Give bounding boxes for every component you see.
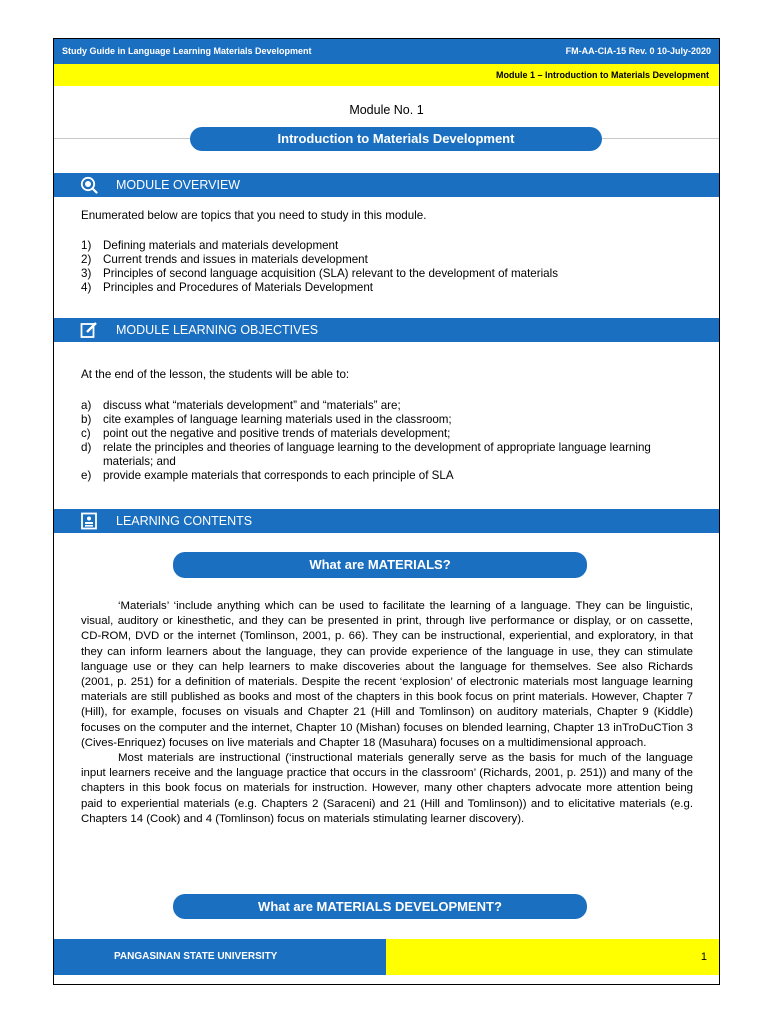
module-label: Module 1 – Introduction to Materials Development (495, 70, 709, 80)
university-name: PANGASINAN STATE UNIVERSITY (114, 951, 278, 962)
document-person-icon (80, 512, 98, 530)
section-title: LEARNING CONTENTS (116, 514, 253, 528)
list-item: 1) Defining materials and materials development (81, 239, 339, 252)
footer-right (386, 939, 719, 975)
objectives-intro: At the end of the lesson, the students will be able to: (81, 368, 350, 381)
paragraph: Most materials are instructional (‘instructional materials generally serve as the basis for much of the language input learners receive and the language practice that occurs in the classroom’ (Richards, 2001, p. 251)) and many of the chapters in this book focus on materials for instruction. However, many other chapters advocate more attention being paid to experiential materials (e.g. Chapters 2 (Saraceni) and 21 (Hill and Tomlinson)) and to elicitative materials (e.g. Chapters 14 (Cook) and 4 (Tomlinson) focus on materials stimulating learner discovery). (81, 752, 693, 825)
footer-left (54, 939, 386, 975)
target-search-icon (80, 176, 98, 194)
paragraph: ‘Materials’ ‘include anything which can be used to facilitate the learning of a language. They can be linguistic, visual, auditory or kinesthetic, and they can be presented in print, through live performance or display, or on cassette, CD-ROM, DVD or the internet (Tomlinson, 2001, p. 66). They can be instructional, experiential, and exploratory, in that they can inform learners about the language, they can provide experience of the language in use, they can stimulate language use or they can help learners to make discoveries about the language for themselves. See also Richards (2001, p. 251) for a definition of materials. Despite the recent ‘explosion’ of electronic materials most language learning materials are still published as books and most of the chapters in this book focus on print materials. However, Chapter 7 (Hill), for example, focuses on visuals and Chapter 21 (Hill and Tomlinson) on auditory materials, Chapter 9 (Kiddle) focuses on the computer and the internet, Chapter 10 (Mishan) focuses on blended learning, Chapter 13 inTroDuCTion 3 (Cives-Enriquez) focuses on live materials and Chapter 18 (Masuhara) focuses on a multidimensional approach. (81, 600, 693, 749)
form-code: FM-AA-CIA-15 Rev. 0 10-July-2020 (565, 46, 711, 56)
module-title: Introduction to Materials Development (190, 127, 602, 151)
section-overview (54, 173, 719, 197)
module-number: Module No. 1 (349, 103, 424, 117)
section-objectives (54, 318, 719, 342)
module-label-bar (54, 64, 719, 86)
subheading-materials-development: What are MATERIALS DEVELOPMENT? (173, 894, 587, 919)
list-item: c) point out the negative and positive trends of materials development; (81, 427, 451, 440)
section-contents (54, 509, 719, 533)
section-title: MODULE OVERVIEW (116, 178, 241, 192)
overview-list (81, 239, 701, 295)
list-item: 2) Current trends and issues in materials development (81, 253, 368, 266)
list-item: 3) Principles of second language acquisition (SLA) relevant to the development of materials (81, 267, 558, 280)
overview-intro: Enumerated below are topics that you need to study in this module. (81, 209, 427, 222)
list-item: e) provide example materials that corresponds to each principle of SLA (81, 469, 454, 482)
section-title: MODULE LEARNING OBJECTIVES (116, 323, 319, 337)
list-item: 4) Principles and Procedures of Materials Development (81, 281, 374, 294)
subheading-materials: What are MATERIALS? (173, 552, 587, 578)
list-item: a) discuss what “materials development” and “materials” are; (81, 399, 401, 412)
list-item: d) relate the principles and theories of language learning to the development of appropriate language learning materials; and (81, 441, 651, 468)
guide-title: Study Guide in Language Learning Materials Development (62, 46, 312, 56)
header-bar (54, 39, 719, 64)
list-item: b) cite examples of language learning materials used in the classroom; (81, 413, 452, 426)
footer (54, 939, 719, 975)
objectives-list (81, 399, 681, 483)
edit-pencil-icon (80, 321, 98, 339)
page-number: 1 (700, 951, 707, 963)
content-body (81, 599, 693, 827)
document-page (53, 38, 720, 985)
